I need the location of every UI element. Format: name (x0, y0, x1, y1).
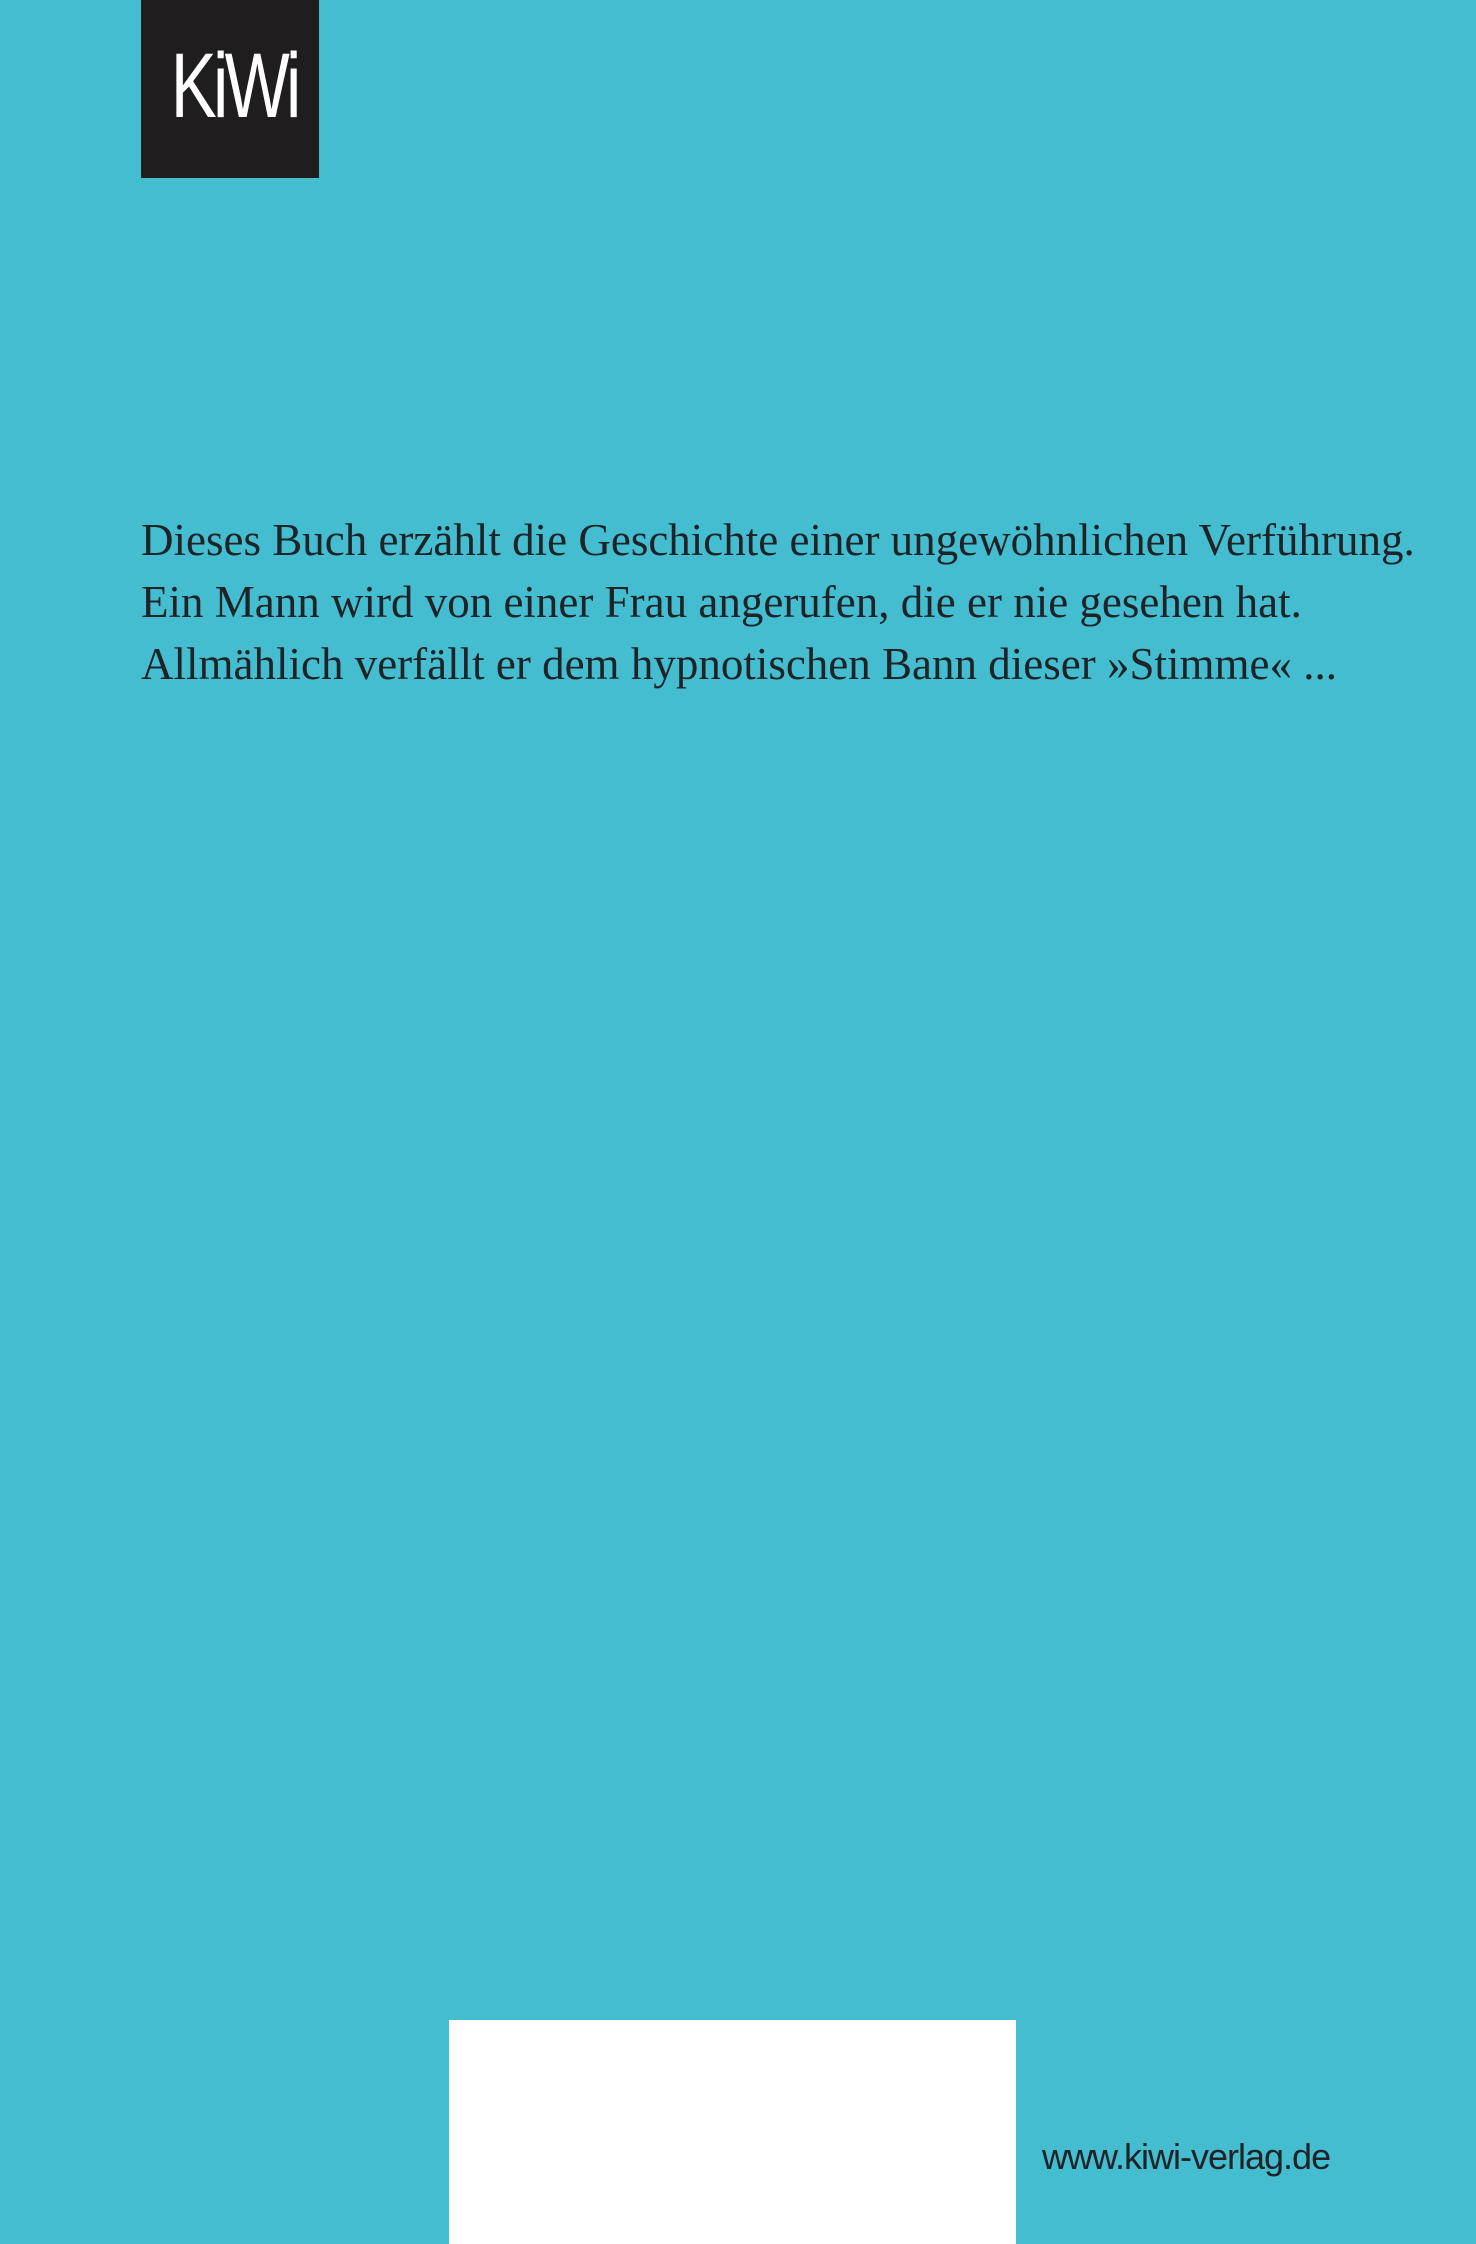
book-blurb (141, 509, 1415, 695)
publisher-website: www.kiwi-verlag.de (1042, 2136, 1331, 2177)
barcode-area (449, 2020, 1016, 2244)
blurb-line-3: Allmählich verfällt er dem hypnotischen Bann dieser »Stimme« ... (141, 639, 1337, 689)
blurb-line-1: Dieses Buch erzählt die Geschichte einer ungewöhnlichen Verführung. (141, 515, 1415, 565)
publisher-logo-text: KiWi (170, 35, 298, 137)
publisher-logo (141, 0, 319, 178)
blurb-line-2: Ein Mann wird von einer Frau angerufen, die er nie gesehen hat. (141, 577, 1302, 627)
